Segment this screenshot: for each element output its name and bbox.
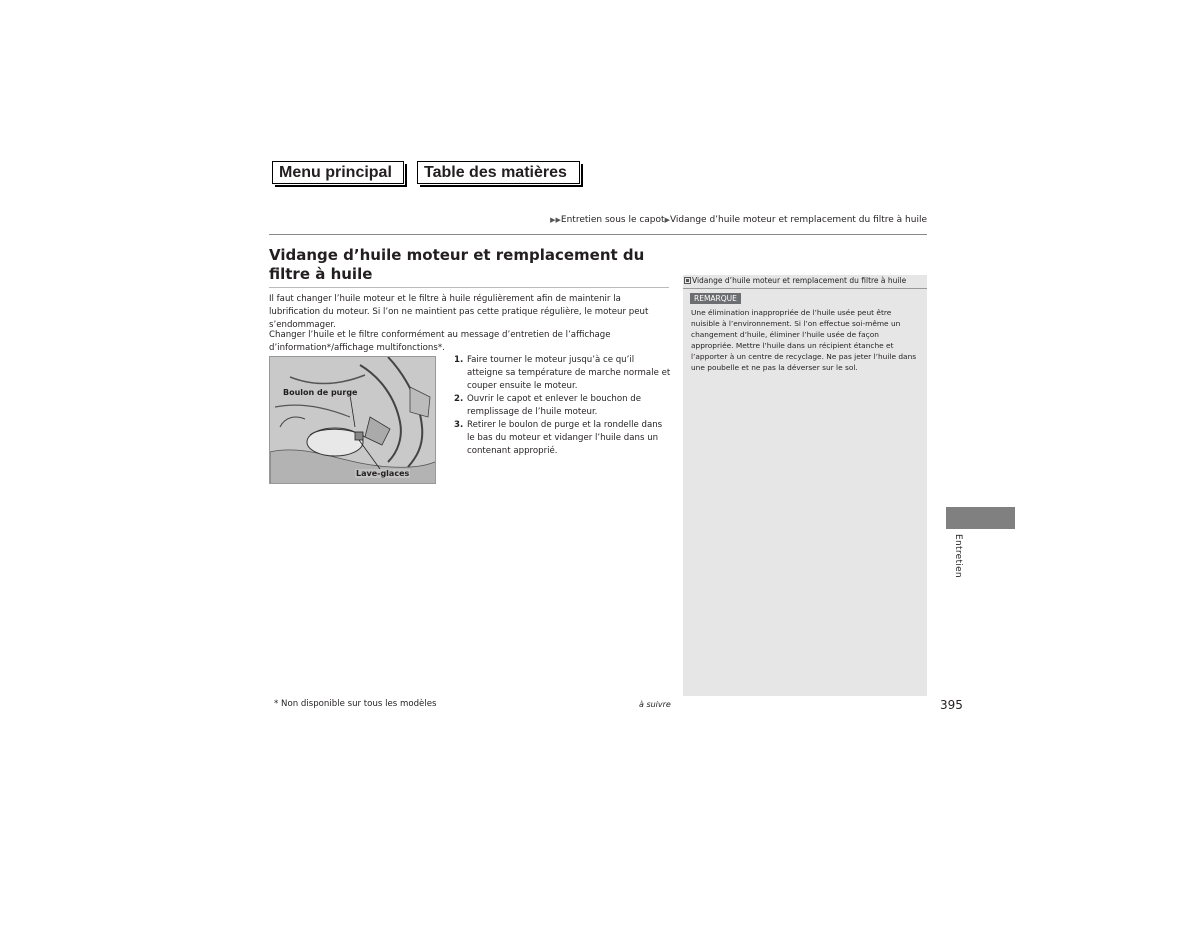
title-divider <box>269 287 669 288</box>
step-text: Retirer le boulon de purge et la rondelle dans le bas du moteur et vidanger l’huile dans un contenant approprié. <box>467 420 663 456</box>
drain-bolt-label: Boulon de purge <box>283 388 358 397</box>
step-item <box>454 419 672 458</box>
double-triangle-icon: ▶▶ <box>550 216 561 224</box>
washer-label: Lave-glaces <box>356 469 410 478</box>
engine-drawing <box>270 357 436 484</box>
intro-paragraph: Il faut changer l’huile moteur et le filtre à huile régulièrement afin de maintenir la lubrification du moteur. Si l’on ne maintient pas cette pratique régulière, le moteur peut s’endommager. <box>269 294 649 330</box>
instruction-paragraph: Changer l’huile et le filtre conformément au message d’entretien de l’affichage d’information*/affichage multifonctions*. <box>269 330 611 353</box>
chapter-tab[interactable] <box>946 507 1015 529</box>
table-of-contents-button[interactable]: Table des matières <box>417 161 580 184</box>
continued-label: à suivre <box>639 700 671 709</box>
side-note-panel <box>683 275 927 696</box>
breadcrumb-part-2: Vidange d’huile moteur et remplacement du filtre à huile <box>669 215 927 225</box>
side-note-text: Une élimination inappropriée de l’huile usée peut être nuisible à l’environnement. Si l’on effectue soi-même un changement d’huile, éliminer l’huile usée de façon appropriée. Mettre l’huile dans un récipient étanche et l’apporter à un centre de recyclage. Ne pas jeter l’huile dans une poubelle et ne pas la déverser sur le sol. <box>691 308 917 372</box>
breadcrumb <box>550 215 927 225</box>
remark-badge: REMARQUE <box>690 293 741 304</box>
triangle-icon: ▶ <box>664 216 670 224</box>
section-title: Vidange d’huile moteur et remplacement du filtre à huile <box>269 246 645 283</box>
side-note-heading-text: Vidange d’huile moteur et remplacement du filtre à huile <box>692 276 907 285</box>
breadcrumb-part-1: Entretien sous le capot <box>560 215 665 225</box>
procedure-steps <box>454 354 672 458</box>
footnote: * Non disponible sur tous les modèles <box>274 699 437 709</box>
chapter-tab-label: Entretien <box>953 534 963 578</box>
step-number: 3. <box>454 420 464 430</box>
step-text: Ouvrir le capot et enlever le bouchon de remplissage de l’huile moteur. <box>467 394 642 417</box>
step-text: Faire tourner le moteur jusqu’à ce qu’il atteigne sa température de marche normale et couper ensuite le moteur. <box>467 355 671 391</box>
side-note-heading <box>683 275 927 289</box>
page-number: 395 <box>940 698 963 712</box>
main-menu-button[interactable]: Menu principal <box>272 161 404 184</box>
step-number: 1. <box>454 355 464 365</box>
header-divider <box>269 234 927 235</box>
note-marker-icon <box>684 277 691 284</box>
step-item <box>454 354 672 393</box>
step-number: 2. <box>454 394 464 404</box>
step-item <box>454 393 672 419</box>
engine-underside-illustration <box>269 356 436 484</box>
